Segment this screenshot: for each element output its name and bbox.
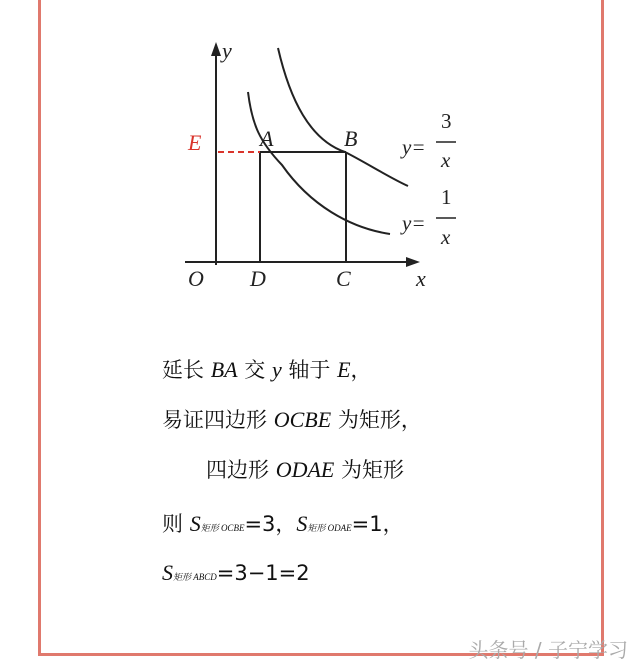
text-line-4 — [162, 508, 404, 538]
line1-E: E — [337, 357, 351, 382]
point-A-label: A — [260, 126, 274, 151]
line3-ODAE: ODAE — [275, 457, 335, 482]
curve2-denominator: x — [441, 225, 451, 249]
text-line-5 — [162, 560, 310, 586]
line1-part: 轴于 — [281, 358, 338, 382]
x-axis-label: x — [416, 266, 426, 291]
line5-S: S — [162, 560, 173, 585]
y-axis-label: y — [222, 38, 232, 63]
line1-part: 延长 — [162, 358, 211, 382]
curve1-prefix: y= — [402, 135, 426, 159]
point-B-label: B — [344, 126, 358, 151]
watermark: 头条号 / 子宁学习 — [468, 638, 628, 662]
line4-S2: S — [296, 511, 308, 536]
curve-y-1-over-x — [248, 92, 390, 234]
line3-part: 四边形 — [206, 458, 276, 482]
line1-part: 交 — [237, 358, 272, 382]
line4-subscript2: 矩形 ODAE — [307, 523, 352, 533]
hyperbola-figure — [150, 30, 480, 300]
curve-y-3-over-x — [278, 48, 408, 186]
curve1-numerator: 3 — [441, 109, 452, 133]
line4-part: 则 — [162, 512, 190, 536]
line4-value2: =1， — [351, 512, 404, 536]
line4-S: S — [189, 511, 201, 536]
point-E-label: E — [188, 130, 202, 155]
text-line-2 — [162, 404, 422, 434]
line2-part: 易证四边形 — [162, 408, 274, 432]
line4-subscript: 矩形 OCBE — [200, 523, 245, 533]
line3-part: 为矩形 — [334, 458, 405, 482]
line5-value: =3−1=2 — [216, 561, 310, 585]
point-C-label: C — [336, 266, 351, 291]
line5-subscript: 矩形 ABCD — [173, 572, 217, 582]
curve2-prefix: y= — [402, 211, 426, 235]
point-D-label: D — [250, 266, 266, 291]
line2-part: 为矩形， — [331, 408, 422, 432]
line2-OCBE: OCBE — [273, 407, 332, 432]
curve1-denominator: x — [441, 148, 451, 172]
text-line-1 — [162, 354, 372, 384]
y-axis-arrow — [211, 42, 221, 56]
line1-BA: BA — [210, 357, 238, 382]
line4-value: =3， — [244, 512, 297, 536]
text-line-3 — [206, 454, 404, 484]
origin-label: O — [188, 266, 204, 291]
line1-y: y — [271, 357, 282, 382]
curve2-numerator: 1 — [441, 185, 452, 209]
line1-part: ， — [350, 358, 372, 382]
